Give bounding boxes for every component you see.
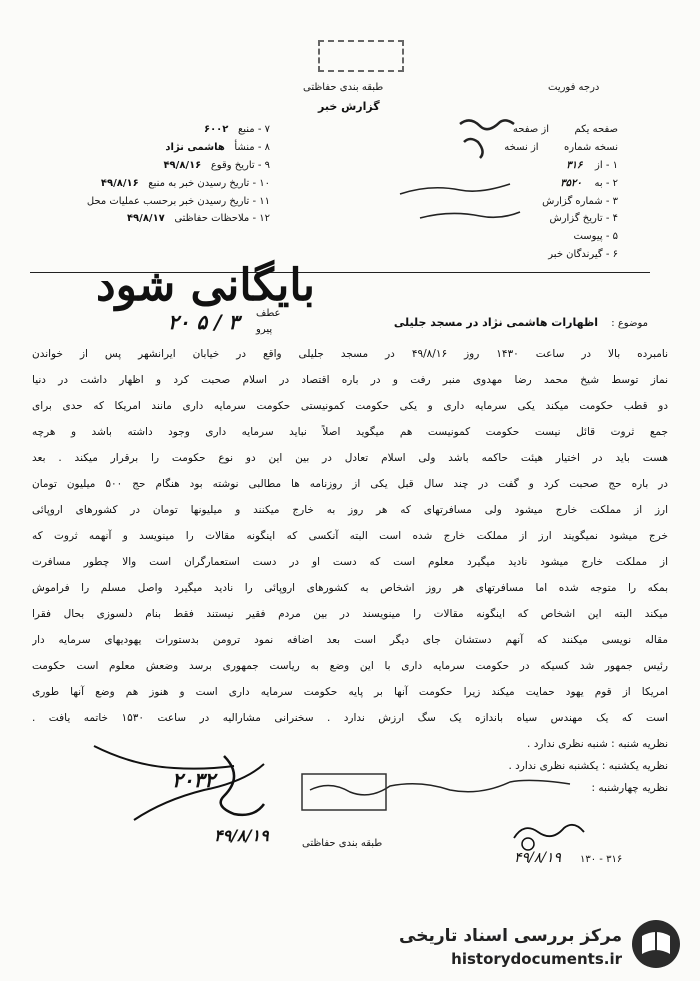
field-security-notes: ۱۲ - ملاحظات حفاظتی ۴۹/۸/۱۷ <box>126 213 270 224</box>
field-received-date: ۱۰ - تاریخ رسیدن خبر به منبع ۴۹/۸/۱۶ <box>100 178 270 189</box>
body-line: میکند البته این اشخاص که اینگونه مقالات را مینویسند در بین مردم فقیر نیستند فقط بنام دلسوزی بحال فقرا <box>32 608 668 620</box>
field-report-number: ۳ - شماره گزارش <box>542 196 618 207</box>
top-stamp-box <box>318 40 404 72</box>
left-signature-number: ۲۰۳۲ <box>172 768 215 792</box>
body-line: نماز توسط شیخ محمد رضا مهدوی منبر رفت و در باره اقتصاد در اسلام صحبت کرد و اظهار داشت در دنیا <box>32 374 668 386</box>
subject-label: موضوع : <box>611 318 648 329</box>
urgency-label: درجه فوریت <box>548 82 600 93</box>
body-line: جمع ثروت قائل نیست حکومت کمونیست هم میگوید اصلاً نباید سرمایه داری وجود داشته باشد و هرچه <box>32 426 668 438</box>
opinion-sunday: نظریه یکشنبه : یکشنبه نظری ندارد . <box>508 760 668 772</box>
field-event-date: ۹ - تاریخ وقوع ۴۹/۸/۱۶ <box>163 160 270 171</box>
classification-label-top: طبقه بندی حفاظتی <box>303 82 384 93</box>
opinion-wednesday: نظریه چهارشنبه : <box>591 782 668 794</box>
right-signature-code: ۳۱۶ - ۱۳۰ <box>580 854 623 865</box>
body-line: خرج میشود نمیگویند ارز از مملکت خارج شده است البته آنکسی که اینگونه مقالات را مینویسد و آنهمه ثروت که <box>32 530 668 542</box>
right-signature-date: ۴۹/۸/۱۹ <box>514 850 562 866</box>
body-line: از مملکت خارج میشود نادید میگیرد معلوم است که دست او در دست استعمارگران است والا چطور مسافرت <box>32 556 668 568</box>
body-line: در باره حج صحبت کرد و گفت در چند سال قبل یکی از روزنامه ها مطالبی نوشته بود هنگام حج ۵۰۰ میلیون تومان <box>32 478 668 490</box>
field-report-date: ۴ - تاریخ گزارش <box>549 213 618 224</box>
footer-website[interactable]: historydocuments.ir <box>451 950 622 968</box>
field-from: ۱ - از ۳۱۶ <box>566 160 618 171</box>
body-line: بمکه را متوجه شده اما مسافرتهای هر روز اشخاص به کشورهای اروپائی را نادید میگیرد واصل مسلم را فراموش <box>32 582 668 594</box>
field-attachment: ۵ - پیوست <box>573 231 618 242</box>
reference-atf-label: عطف <box>256 308 281 319</box>
body-line: امریکا از قوم یهود حمایت میکند زیرا حکومت آنها بر پایه حکومت سرمایه داری است و هنوز هم وضع آنها طوری <box>32 686 668 698</box>
field-to: ۲ - به ۳۵۲۰ <box>560 178 618 189</box>
body-line: مقاله نویسی میکنند که آنهم دستشان جای دیگر است بعد اضافه نمود ترومن بدستورات یهودیهای سرمایه دار <box>32 634 668 646</box>
field-origin: ۸ - منشأ هاشمی نژاد <box>165 142 270 153</box>
body-line: است که یک مهندس سیاه باندازه یک سگ ارزش ندارد . سخنرانی مشارالیه در ساعت ۱۵۳۰ خاتمه یافت . <box>32 712 668 724</box>
body-line: دو قطب حکومت میکند یکی سرمایه داری و یکی حکومت کمونیستی حکومت سرمایه داری مانند امریکا که حدی برای <box>32 400 668 412</box>
opinion-saturday: نظریه شنبه : شنبه نظری ندارد . <box>527 738 668 750</box>
archive-note: بایگانی شود <box>96 260 316 311</box>
field-ops-date: ۱۱ - تاریخ رسیدن خبر برحسب عملیات محل <box>86 196 270 207</box>
field-copy: نسخه شماره از نسخه <box>504 142 618 153</box>
reference-number: ۲۰ ۵ / ۳ <box>168 310 240 334</box>
field-recipients: ۶ - گیرندگان خبر <box>548 249 618 260</box>
footer-org-name: مرکز بررسی اسناد تاریخی <box>399 926 622 946</box>
field-source: ۷ - منبع ۶۰۰۲ <box>203 124 270 135</box>
body-line: نامبرده بالا در ساعت ۱۴۳۰ روز ۴۹/۸/۱۶ در مسجد جلیلی واقع در خیابان ایرانشهر پس از خواندن <box>32 348 668 360</box>
left-signature-date: ۴۹/۸/۱۹ <box>214 826 269 845</box>
body-line: هست باید در اختیار هیئت حاکمه باشد ولی اسلام تعادل در بین این دو نوع حکومت را برقرار میکند . بعد <box>32 452 668 464</box>
body-line: ارز از مملکت خارج میشود ولی مسافرتهای که هر روز به خارج میکنند و میلیونها تومان در کشورهای اروپائی <box>32 504 668 516</box>
report-title: گزارش خبر <box>318 100 380 113</box>
field-page: صفحه یکم از صفحه <box>512 124 618 135</box>
body-line: رئیس جمهور شد کسیکه در حکومت سرمایه داری با این وضع به ریاست جمهوری برسد وضعش معلوم است حکومت <box>32 660 668 672</box>
subject-text: اظهارات هاشمی نژاد در مسجد جلیلی <box>393 316 598 329</box>
right-signature <box>508 816 588 852</box>
document-center-logo-icon <box>628 918 684 970</box>
header-handwriting-marks <box>360 110 550 240</box>
reference-peyro-label: پیرو <box>256 324 273 335</box>
classification-label-bottom: طبقه بندی حفاظتی <box>302 838 383 849</box>
